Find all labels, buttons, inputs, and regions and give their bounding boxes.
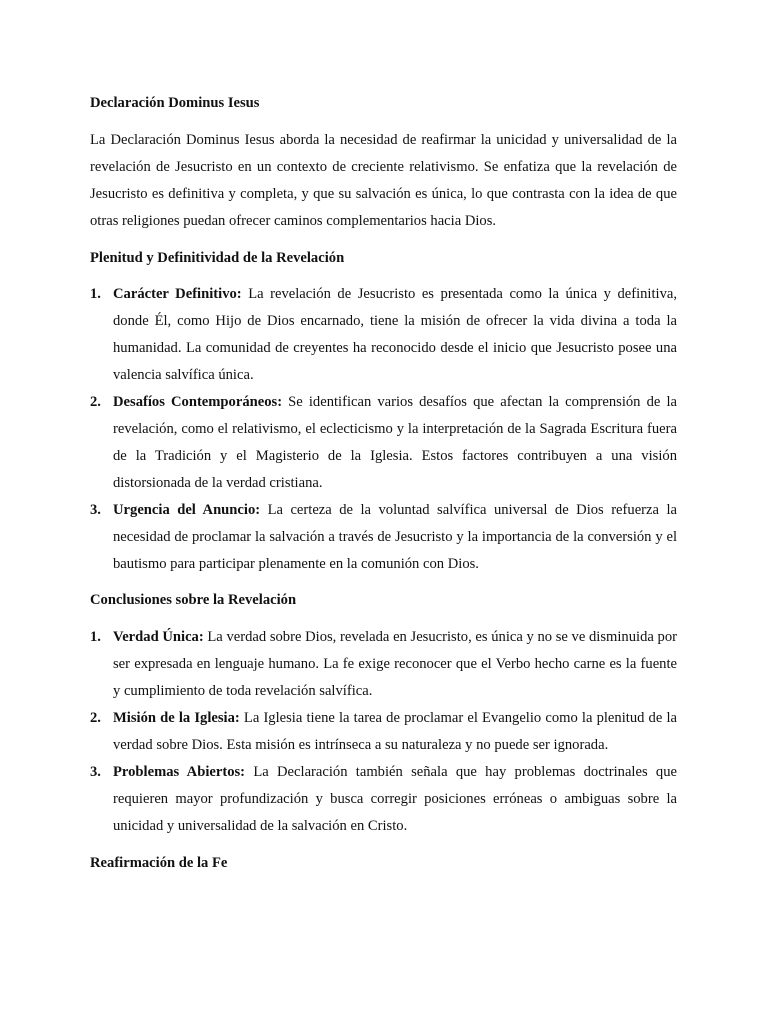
list-item [90, 759, 677, 840]
document-title: Declaración Dominus Iesus [90, 95, 260, 111]
list-item-text: La Declaración también señala que hay problemas doctrinales que requieren mayor profundización y busca corregir posiciones erróneas o ambiguas sobre la unicidad y universalidad de la salvación en Cristo. [113, 763, 677, 834]
document-page [90, 90, 677, 876]
list-item [90, 624, 677, 705]
section-heading-plenitud: Plenitud y Definitividad de la Revelación [90, 249, 345, 266]
list-item [90, 389, 677, 497]
conclusiones-list [90, 624, 677, 839]
intro-paragraph: La Declaración Dominus Iesus aborda la necesidad de reafirmar la unicidad y universalidad de la revelación de Jesucristo en un contexto de creciente relativismo. Se enfatiza que la revelación de Jesucristo es definitiva y completa, y que su salvación es única, lo que contrasta con la idea de que otras religiones puedan ofrecer caminos complementarios hacia Dios. [90, 131, 677, 229]
section-heading-reafirmacion: Reafirmación de la Fe [90, 854, 228, 871]
section-heading-conclusiones: Conclusiones sobre la Revelación [90, 592, 297, 609]
list-item-term: Carácter Definitivo: [113, 286, 242, 303]
list-item [90, 281, 677, 389]
list-item-term: Misión de la Iglesia: [113, 710, 240, 727]
list-item [90, 705, 677, 759]
list-item-text: La revelación de Jesucristo es presentada como la única y definitiva, donde Él, como Hijo de Dios encarnado, tiene la misión de ofrecer la vida divina a toda la humanidad. La comunidad de creyentes ha reconocido desde el inicio que Jesucristo posee una valencia salvífica única. [113, 286, 678, 384]
list-item-number: 2. [90, 394, 101, 411]
list-item [90, 497, 677, 578]
list-item-number: 1. [90, 629, 101, 646]
list-item-term: Desafíos Contemporáneos: [113, 394, 283, 411]
list-item-text: La certeza de la voluntad salvífica universal de Dios refuerza la necesidad de proclamar la salvación a través de Jesucristo y la importancia de la conversión y el bautismo para participar plenamente en la comunión con Dios. [113, 501, 677, 572]
list-item-text: La Iglesia tiene la tarea de proclamar el Evangelio como la plenitud de la verdad sobre Dios. Esta misión es intrínseca a su naturaleza y no puede ser ignorada. [113, 710, 677, 753]
list-item-number: 1. [90, 286, 101, 303]
list-item-number: 3. [90, 501, 101, 518]
list-item-number: 3. [90, 763, 101, 780]
list-item-text: Se identifican varios desafíos que afectan la comprensión de la revelación, como el relativismo, el eclecticismo y la interpretación de la Sagrada Escritura fuera de la Tradición y el Magisterio de la Iglesia. Estos factores contribuyen a una visión distorsionada de la verdad cristiana. [113, 394, 677, 491]
list-item-term: Problemas Abiertos: [113, 763, 246, 780]
list-item-term: Verdad Única: [113, 629, 204, 646]
list-item-text: La verdad sobre Dios, revelada en Jesucristo, es única y no se ve disminuida por ser expresada en lenguaje humano. La fe exige reconocer que el Verbo hecho carne es la fuente y cumplimiento de toda revelación salvífica. [113, 629, 677, 700]
list-item-number: 2. [90, 710, 101, 727]
plenitud-list [90, 281, 677, 577]
list-item-term: Urgencia del Anuncio: [113, 501, 261, 518]
